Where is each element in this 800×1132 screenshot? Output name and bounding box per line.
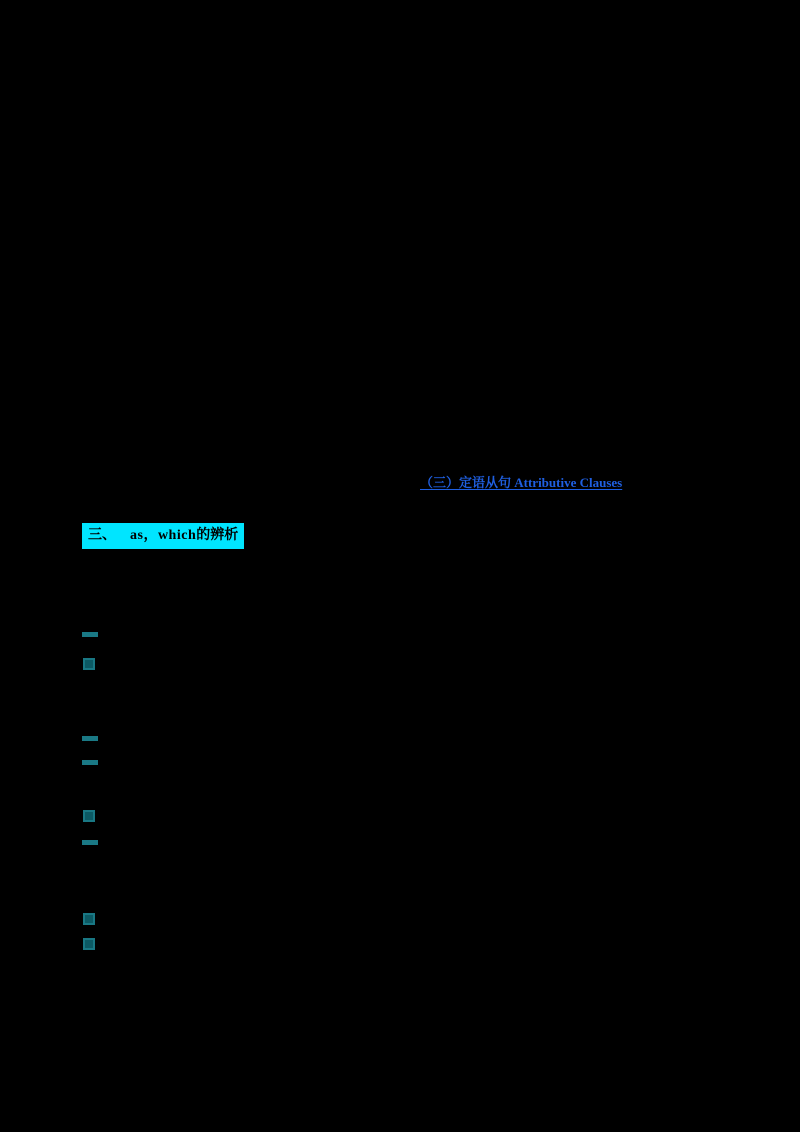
margin-marker-2 <box>83 658 95 670</box>
section-heading-suffix: 的辨析 <box>196 528 239 543</box>
margin-marker-7 <box>83 913 95 925</box>
margin-marker-5 <box>83 810 95 822</box>
section-heading-number: 三、 <box>88 528 116 543</box>
section-heading-latin: as，which <box>130 528 197 543</box>
margin-marker-4 <box>82 760 98 765</box>
blue-section-heading: （三）定语从句 Attributive Clauses <box>420 475 623 490</box>
margin-marker-3 <box>82 736 98 741</box>
section-heading <box>82 523 244 549</box>
margin-marker-1 <box>82 632 98 637</box>
margin-marker-8 <box>83 938 95 950</box>
margin-marker-6 <box>82 840 98 845</box>
